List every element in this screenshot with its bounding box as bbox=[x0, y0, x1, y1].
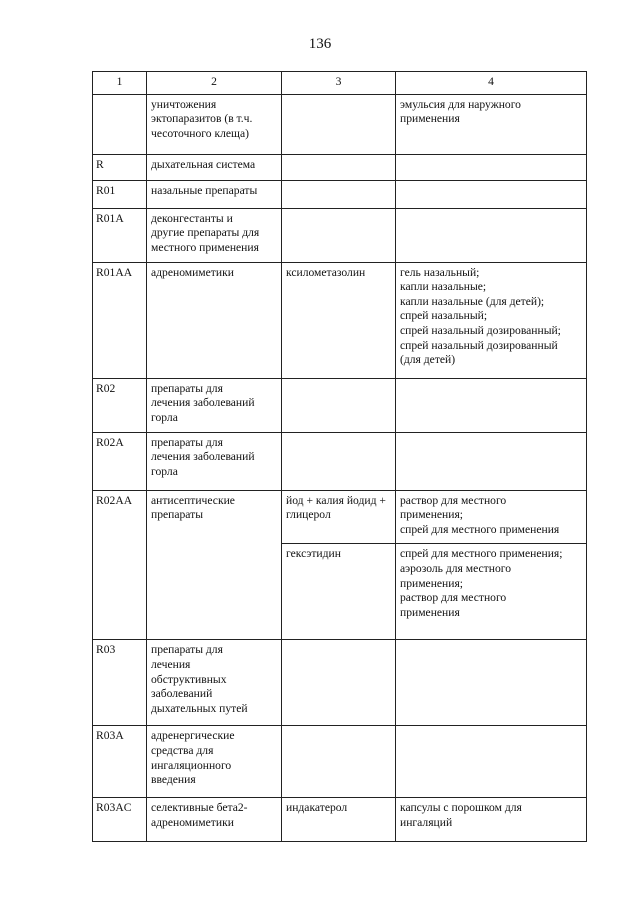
cell-text-line: препараты для bbox=[151, 381, 223, 395]
table-cell-c3 bbox=[282, 432, 396, 490]
cell-text-line: назальные препараты bbox=[151, 183, 258, 197]
table-cell-c1 bbox=[93, 180, 147, 208]
cell-text-line: местного применения bbox=[151, 240, 259, 254]
table-cell-c1 bbox=[93, 94, 147, 154]
cell-text-line: адреномиметики bbox=[151, 265, 234, 279]
cell-text-line: дыхательная система bbox=[151, 157, 256, 171]
table-row bbox=[93, 378, 587, 432]
cell-text-line: селективные бета2- bbox=[151, 801, 248, 815]
table-cell-c2 bbox=[147, 154, 282, 180]
cell-text-line: чесоточного клеща) bbox=[151, 126, 249, 140]
table-cell-c3 bbox=[282, 94, 396, 154]
cell-text-line: применения; bbox=[400, 508, 464, 522]
cell-text-line: R03AC bbox=[96, 801, 132, 815]
cell-text-line: индакатерол bbox=[286, 801, 348, 815]
page-number: 136 bbox=[308, 36, 332, 52]
table-cell-c2 bbox=[147, 262, 282, 378]
cell-text-line: капли назальные (для детей); bbox=[400, 294, 545, 308]
cell-text-line: эмульсия для наружного bbox=[400, 97, 521, 111]
table-cell-c4 bbox=[396, 94, 587, 154]
table-row bbox=[93, 726, 587, 798]
cell-text-line: R02A bbox=[96, 435, 124, 449]
table-cell-c3 bbox=[282, 208, 396, 262]
table-row bbox=[93, 262, 587, 378]
cell-text-line: ингаляций bbox=[400, 815, 453, 829]
cell-text-line: препараты bbox=[151, 508, 203, 522]
table-cell-c4 bbox=[396, 378, 587, 432]
table-cell-c4 bbox=[396, 544, 587, 640]
cell-text-line: R02AA bbox=[96, 493, 133, 507]
cell-text-line: ингаляционного bbox=[151, 758, 232, 772]
cell-text-line: R bbox=[96, 157, 104, 171]
cell-text-line: R01 bbox=[96, 183, 116, 197]
table-cell-c2 bbox=[147, 726, 282, 798]
cell-text-line: спрей для местного применения; bbox=[400, 547, 563, 561]
cell-text-line: раствор для местного bbox=[400, 591, 507, 605]
cell-text-line: применения bbox=[400, 112, 460, 126]
table-cell-c2 bbox=[147, 490, 282, 640]
cell-text-line: горла bbox=[151, 464, 178, 478]
table-cell-c2 bbox=[147, 94, 282, 154]
table-cell-c3 bbox=[282, 378, 396, 432]
cell-text-line: обструктивных bbox=[151, 672, 227, 686]
table-cell-c4 bbox=[396, 180, 587, 208]
table-cell-c1 bbox=[93, 432, 147, 490]
table-cell-c3 bbox=[282, 640, 396, 726]
cell-text-line: йод + калия йодид + bbox=[286, 493, 386, 507]
cell-text-line: применения; bbox=[400, 576, 464, 590]
table-header-row bbox=[93, 72, 587, 95]
table-cell-c4 bbox=[396, 640, 587, 726]
cell-text-line: капли назальные; bbox=[400, 280, 487, 294]
cell-text-line: спрей назальный; bbox=[400, 309, 488, 323]
cell-text-line: эктопаразитов (в т.ч. bbox=[151, 112, 253, 126]
cell-text-line: R01AA bbox=[96, 265, 133, 279]
table-cell-c3 bbox=[282, 180, 396, 208]
cell-text-line: R01A bbox=[96, 211, 124, 225]
cell-text-line: препараты для bbox=[151, 435, 223, 449]
cell-text-line: препараты для bbox=[151, 643, 223, 657]
table-row bbox=[93, 180, 587, 208]
cell-text-line: антисептические bbox=[151, 493, 235, 507]
table-row bbox=[93, 154, 587, 180]
cell-text-line: уничтожения bbox=[151, 97, 217, 111]
cell-text-line: горла bbox=[151, 410, 178, 424]
table-cell-c1 bbox=[93, 154, 147, 180]
table-cell-c2 bbox=[147, 208, 282, 262]
cell-text-line: средства для bbox=[151, 743, 214, 757]
cell-text-line: лечения bbox=[151, 657, 191, 671]
table-cell-c4 bbox=[396, 726, 587, 798]
table-cell-c4 bbox=[396, 432, 587, 490]
table-cell-c1 bbox=[93, 798, 147, 842]
table-row bbox=[93, 208, 587, 262]
column-header: 4 bbox=[396, 72, 587, 95]
cell-text-line: ксилометазолин bbox=[286, 265, 366, 279]
table-row bbox=[93, 432, 587, 490]
cell-text-line: дыхательных путей bbox=[151, 701, 248, 715]
cell-text-line: аэрозоль для местного bbox=[400, 561, 512, 575]
cell-text-line: лечения заболеваний bbox=[151, 450, 255, 464]
table-cell-c2 bbox=[147, 798, 282, 842]
cell-text-line: другие препараты для bbox=[151, 226, 260, 240]
cell-text-line: адреномиметики bbox=[151, 815, 234, 829]
table-cell-c1 bbox=[93, 208, 147, 262]
cell-text-line: R03A bbox=[96, 729, 124, 743]
cell-text-line: деконгестанты и bbox=[151, 211, 233, 225]
table-cell-c4 bbox=[396, 490, 587, 544]
table-cell-c4 bbox=[396, 798, 587, 842]
table-cell-c4 bbox=[396, 262, 587, 378]
cell-text-line: гель назальный; bbox=[400, 265, 480, 279]
cell-text-line: капсулы с порошком для bbox=[400, 801, 522, 815]
table-row bbox=[93, 640, 587, 726]
table-cell-c2 bbox=[147, 378, 282, 432]
cell-text-line: R03 bbox=[96, 643, 116, 657]
cell-text-line: применения bbox=[400, 605, 460, 619]
table-cell-c4 bbox=[396, 208, 587, 262]
cell-text-line: (для детей) bbox=[400, 353, 456, 367]
table-cell-c2 bbox=[147, 432, 282, 490]
table-row bbox=[93, 490, 587, 544]
table-cell-c3 bbox=[282, 490, 396, 544]
cell-text-line: спрей для местного применения bbox=[400, 522, 560, 536]
cell-text-line: спрей назальный дозированный bbox=[400, 338, 558, 352]
cell-text-line: R02 bbox=[96, 381, 116, 395]
cell-text-line: раствор для местного bbox=[400, 493, 507, 507]
table-cell-c3 bbox=[282, 798, 396, 842]
table-row bbox=[93, 798, 587, 842]
table-cell-c1 bbox=[93, 378, 147, 432]
table-cell-c3 bbox=[282, 262, 396, 378]
table-cell-c2 bbox=[147, 180, 282, 208]
table-body bbox=[93, 94, 587, 842]
table-cell-c1 bbox=[93, 640, 147, 726]
table-cell-c2 bbox=[147, 640, 282, 726]
table-cell-c3 bbox=[282, 544, 396, 640]
table-cell-c1 bbox=[93, 726, 147, 798]
atc-drug-table bbox=[92, 71, 587, 842]
table-cell-c4 bbox=[396, 154, 587, 180]
column-header: 3 bbox=[282, 72, 396, 95]
cell-text-line: лечения заболеваний bbox=[151, 396, 255, 410]
cell-text-line: введения bbox=[151, 773, 196, 787]
column-header: 2 bbox=[147, 72, 282, 95]
table-cell-c1 bbox=[93, 490, 147, 640]
cell-text-line: спрей назальный дозированный; bbox=[400, 323, 561, 337]
column-header: 1 bbox=[93, 72, 147, 95]
cell-text-line: заболеваний bbox=[151, 687, 213, 701]
table-cell-c3 bbox=[282, 726, 396, 798]
table-cell-c3 bbox=[282, 154, 396, 180]
cell-text-line: глицерол bbox=[286, 508, 331, 522]
cell-text-line: гексэтидин bbox=[286, 547, 341, 561]
table-cell-c1 bbox=[93, 262, 147, 378]
cell-text-line: адренергические bbox=[151, 729, 235, 743]
table-row bbox=[93, 94, 587, 154]
